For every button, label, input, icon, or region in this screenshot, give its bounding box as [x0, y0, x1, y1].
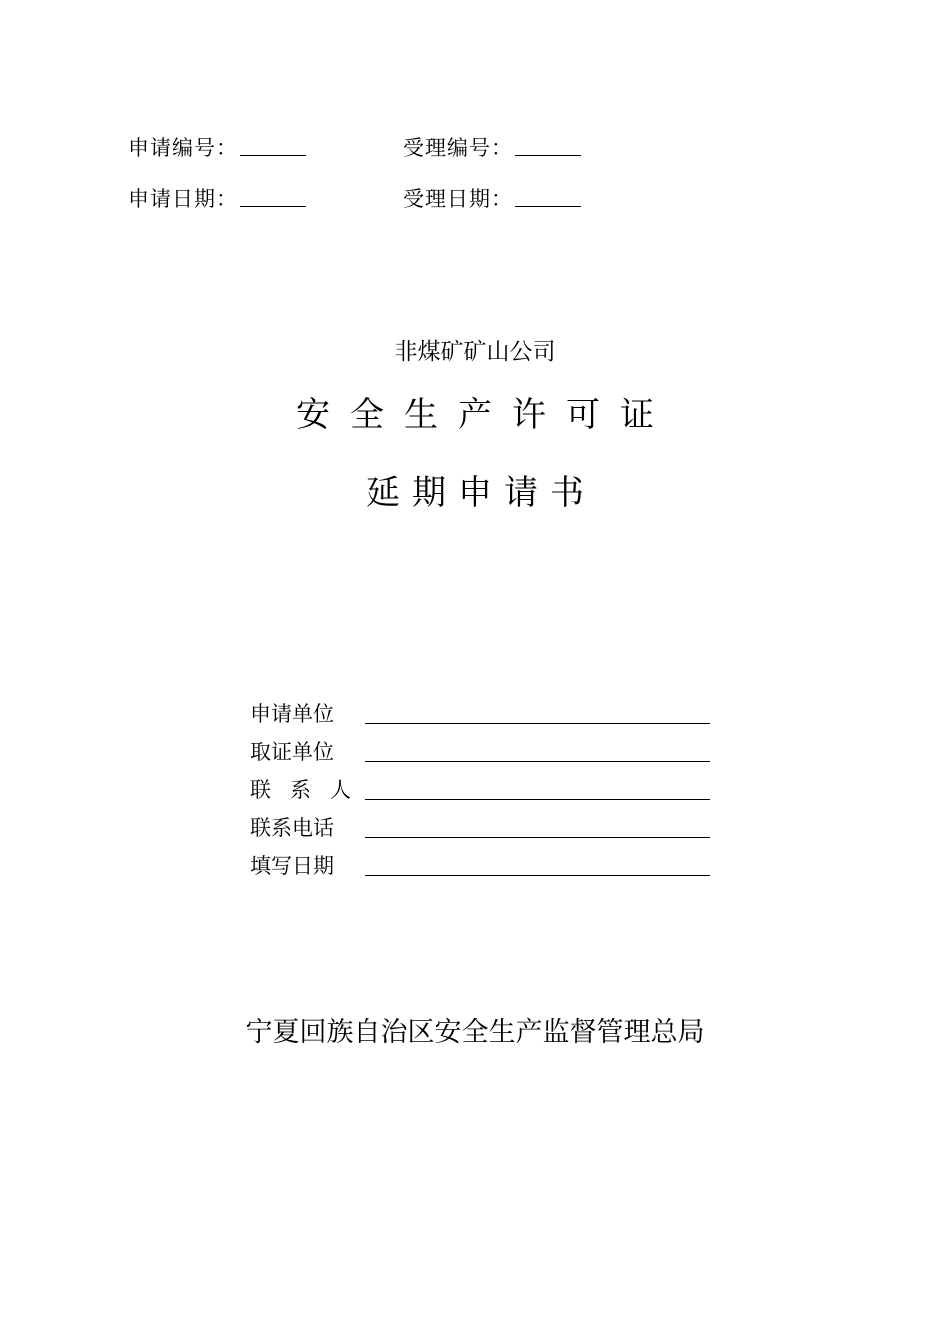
acceptance-number-label: 受理编号：	[403, 136, 513, 160]
form-label-text: 填写日期	[250, 854, 334, 878]
form-label	[250, 776, 370, 804]
contact-phone-line[interactable]	[365, 837, 710, 838]
application-number-field	[128, 132, 403, 162]
form-label-text: 取证单位	[250, 740, 334, 764]
application-date-label: 申请日期：	[128, 187, 238, 211]
form-label	[250, 700, 352, 728]
acceptance-number-blank[interactable]	[515, 155, 581, 156]
acceptance-date-blank[interactable]	[515, 206, 581, 207]
document-title: 安全生产许可证	[296, 395, 674, 435]
form-row-contact-phone	[250, 804, 710, 842]
meta-row-numbers	[128, 132, 678, 162]
certified-unit-line[interactable]	[365, 761, 710, 762]
document-subtitle: 非煤矿矿山公司	[394, 339, 556, 365]
form-row-contact-person	[250, 766, 710, 804]
application-date-field	[128, 183, 403, 213]
form-label	[250, 852, 352, 880]
acceptance-date-label: 受理日期：	[403, 187, 513, 211]
form-row-fill-date	[250, 842, 710, 880]
application-number-label: 申请编号：	[128, 136, 238, 160]
acceptance-date-field	[403, 183, 678, 213]
contact-person-line[interactable]	[365, 799, 710, 800]
form-label	[250, 814, 352, 842]
form-label-text: 联系电话	[250, 816, 334, 840]
issuing-authority: 宁夏回族自治区安全生产监督管理总局	[245, 1017, 705, 1048]
application-number-blank[interactable]	[240, 155, 306, 156]
form-row-certified-unit	[250, 728, 710, 766]
applicant-unit-line[interactable]	[365, 723, 710, 724]
fill-date-line[interactable]	[365, 875, 710, 876]
applicant-form	[250, 690, 710, 880]
document-title-sub: 延期申请书	[366, 473, 596, 513]
acceptance-number-field	[403, 132, 678, 162]
form-label-text: 申请单位	[250, 702, 334, 726]
form-label-text: 联系人	[250, 778, 370, 802]
application-date-blank[interactable]	[240, 206, 306, 207]
form-label	[250, 738, 352, 766]
meta-row-dates	[128, 183, 678, 213]
form-row-applicant-unit	[250, 690, 710, 728]
